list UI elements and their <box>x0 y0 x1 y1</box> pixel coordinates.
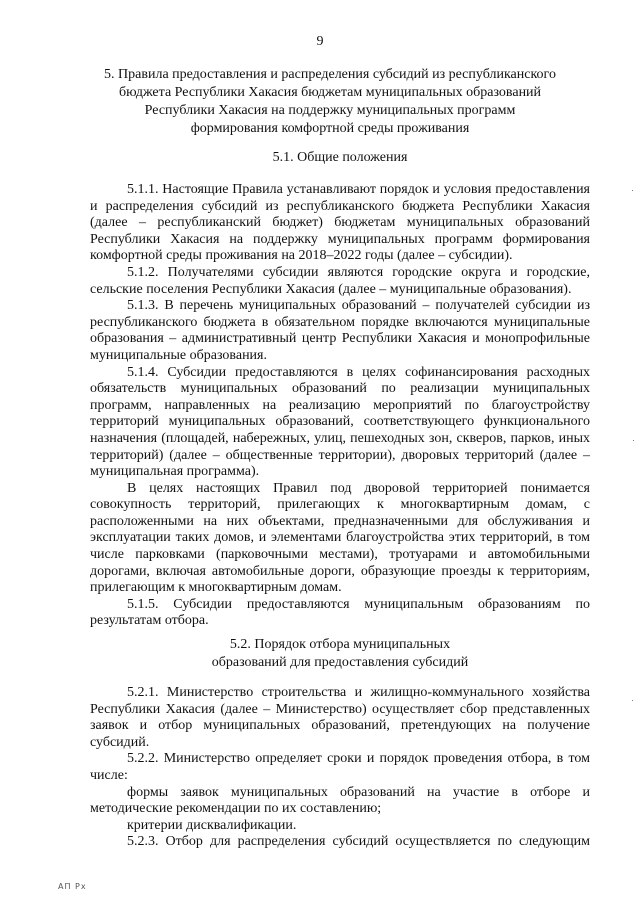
page-number: 9 <box>316 34 324 49</box>
scan-speck <box>632 190 633 191</box>
paragraph-5-2-2: 5.2.2. Министерство определяет сроки и порядок проведения отбора, в том числе: <box>90 751 590 783</box>
section-title: 5. Правила предоставления и распределения субсидий из республиканского бюджета Республики Хакасия бюджетам муниципальных образований Республики Хакасия на поддержку муниципальных программ формирования комфортной среды проживания <box>104 67 556 136</box>
paragraph-courtyard-definition: В целях настоящих Правил под дворовой территорией понимается совокупность территорий, прилегающих к многоквартирным домам, с расположенными на них объектами, предназначенными для обслуживания и эксплуатации таких домов, и элементами благоустройства этих территорий, в том числе парковками (парковочными местами), тротуарами и автомобильными дорогами, включая автомобильные дороги, образующие проезды к территориям, прилегающим к многоквартирным домам. <box>90 480 590 596</box>
subsection-1-title: 5.1. Общие положения <box>272 150 408 165</box>
paragraph-5-1-4: 5.1.4. Субсидии предоставляются в целях софинансирования расходных обязательств муниципальных образований по реализации муниципальных программ, направленных на реализацию мероприятий по благоустройству территорий муниципальных образований, соответствующего функционального назначения (площадей, набережных, улиц, пешеходных зон, скверов, парков, иных территорий) (далее – общественные территории), дворовых территорий (далее – муниципальная программа). <box>90 364 590 480</box>
subsection-1-body <box>90 182 590 630</box>
paragraph-5-1-5: 5.1.5. Субсидии предоставляются муниципальным образованиям по результатам отбора. <box>90 596 590 629</box>
paragraph-5-1-1: 5.1.1. Настоящие Правила устанавливают порядок и условия предоставления и распределения субсидий из республиканского бюджета Республики Хакасия (далее – республиканский бюджет) бюджетам муниципальных образований Республики Хакасия на поддержку муниципальных программ формирования комфортной среды проживания на 2018–2022 годы (далее – субсидии). <box>90 182 590 264</box>
footer-stamp-mark: АП Рх <box>58 882 87 891</box>
subsection-2-title-line-1: 5.2. Порядок отбора муниципальных <box>229 637 451 652</box>
paragraph-5-1-2: 5.1.2. Получателями субсидии являются городские округа и городские, сельские поселения Республики Хакасия (далее – муниципальные образования). <box>90 264 590 297</box>
scan-speck <box>632 700 633 701</box>
scan-speck <box>633 440 634 441</box>
subsection-2-title <box>90 636 590 672</box>
subsection-2-body <box>90 685 590 851</box>
paragraph-5-1-3: 5.1.3. В перечень муниципальных образований – получателей субсидии из республиканского бюджета в обязательном порядке включаются муниципальные образования – административный центр Республики Хакасия и монопрофильные муниципальные образования. <box>90 298 590 363</box>
subsection-2-title-line-2: образований для предоставления субсидий <box>211 655 469 670</box>
paragraph-5-2-1: 5.2.1. Министерство строительства и жилищно-коммунального хозяйства Республики Хакасия (далее – Министерство) осуществляет сбор представленных заявок и отбор муниципальных образований, претендующих на получение субсидий. <box>90 685 590 750</box>
paragraph-criteria: критерии дисквалификации. <box>127 817 297 833</box>
paragraph-5-2-3: 5.2.3. Отбор для распределения субсидий осуществляется по следующим <box>127 834 590 850</box>
paragraph-forms: формы заявок муниципальных образований на участие в отборе и методические рекомендации по их составлению; <box>90 784 590 817</box>
